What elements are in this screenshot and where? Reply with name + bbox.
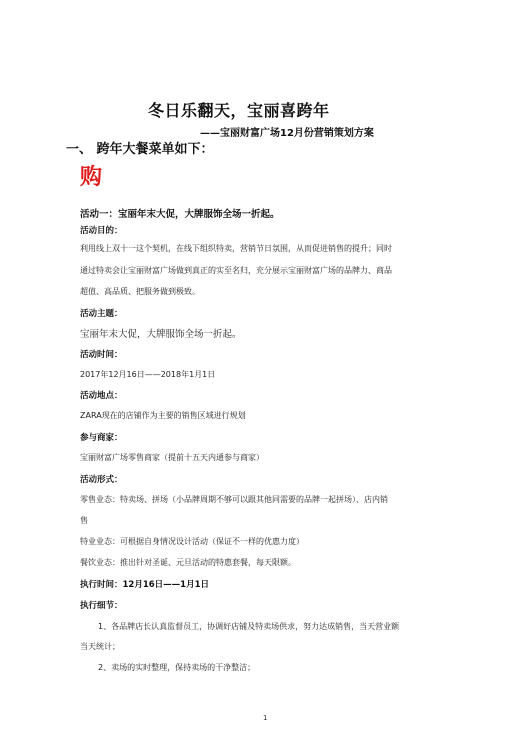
page-number: 1 — [263, 714, 268, 722]
exec-time: 执行时间：12月16日——1月1日 — [80, 580, 209, 590]
purpose-heading: 活动目的： — [80, 226, 123, 236]
merchant-heading: 参与商家： — [80, 433, 123, 443]
place-text: ZARA现在的店铺作为主要的销售区域进行规划 — [80, 411, 246, 420]
detail-line-2: 2、卖场的实时整理，保持卖场的干净整洁； — [98, 663, 256, 672]
activity-one-heading: 活动一：宝丽年末大促，大牌服饰全场一折起。 — [80, 209, 280, 220]
purpose-line-2: 通过特卖会让宝丽财富广场做到真正的实至名归，充分展示宝丽财富广场的品牌力、商品 — [80, 266, 392, 275]
section-heading-menu: 一、 跨年大餐菜单如下： — [66, 142, 214, 157]
document-subtitle: ——宝丽财富广场12月份营销策划方案 — [200, 128, 374, 139]
theme-text: 宝丽年末大促，大牌服饰全场一折起。 — [80, 329, 242, 340]
form-line-2: 售 — [80, 516, 88, 525]
place-heading: 活动地点： — [80, 391, 123, 401]
document-title: 冬日乐翻天，宝丽喜跨年 — [148, 101, 330, 120]
form-line-4: 餐饮业态：推出针对圣诞、元旦活动的特惠套餐，每天限额。 — [80, 558, 296, 567]
form-heading: 活动形式： — [80, 475, 123, 485]
exec-detail-heading: 执行细节： — [80, 601, 123, 611]
purpose-line-1: 利用线上双十一这个契机，在线下组织特卖，营销节日氛围，从而促进销售的提升；同时 — [80, 244, 392, 253]
time-heading: 活动时间： — [80, 350, 123, 360]
form-line-3: 特业业态：可根据自身情况设计活动（保证不一样的优惠力度） — [80, 537, 304, 546]
time-text: 2017年12月16日——2018年1月1日 — [80, 370, 216, 379]
merchant-text: 宝丽财富广场零售商家（提前十五天内通参与商家） — [80, 453, 264, 462]
detail-line-1b: 当天统计； — [80, 642, 120, 651]
purpose-line-3: 超值、高品质、把服务做到极致。 — [80, 287, 200, 296]
theme-heading: 活动主题： — [80, 309, 123, 319]
big-red-character: 购 — [80, 165, 103, 190]
detail-line-1a: 1、各品牌店长认真监督员工，协调好店铺及特卖场供求，努力达成销售，当天营业额 — [98, 622, 400, 631]
form-line-1: 零售业态：特卖场、拼场（小品牌周期不够可以跟其他同需要的品牌一起拼场）、店内销 — [80, 495, 388, 504]
